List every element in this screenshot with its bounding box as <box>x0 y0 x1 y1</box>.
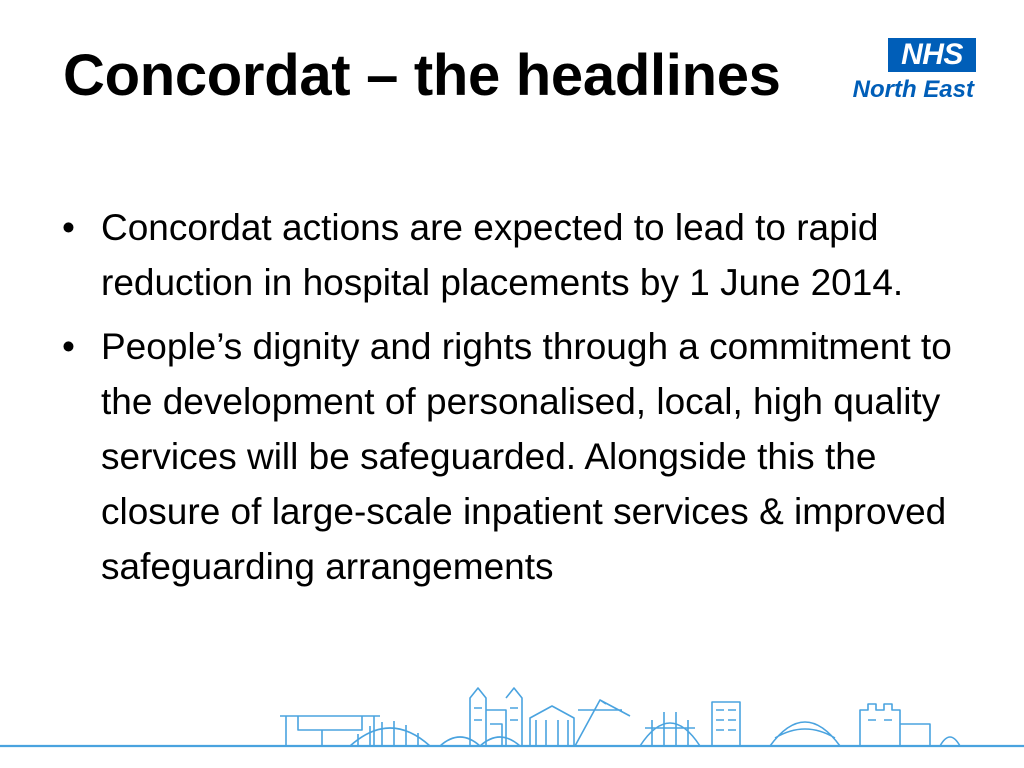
nhs-north-east-logo <box>830 38 976 108</box>
bullet-item <box>58 200 988 310</box>
slide-title: Concordat – the headlines <box>63 43 781 108</box>
bullet-marker: • <box>62 207 75 248</box>
bullet-text: People’s dignity and rights through a commitment to the development of personalised, local, high quality services will be safeguarded. Alongside this the closure of large-scale inpatient services & improved safeguarding arrangements <box>101 326 952 587</box>
bullet-marker: • <box>62 326 75 367</box>
nhs-logo-box: NHS <box>888 38 976 72</box>
logo-region-text: North East <box>852 76 974 103</box>
north-east-skyline-icon <box>0 680 1024 768</box>
bullet-text: Concordat actions are expected to lead to rapid reduction in hospital placements by 1 June 2014. <box>101 207 904 303</box>
bullet-item <box>58 319 988 594</box>
bullet-list <box>58 200 988 603</box>
